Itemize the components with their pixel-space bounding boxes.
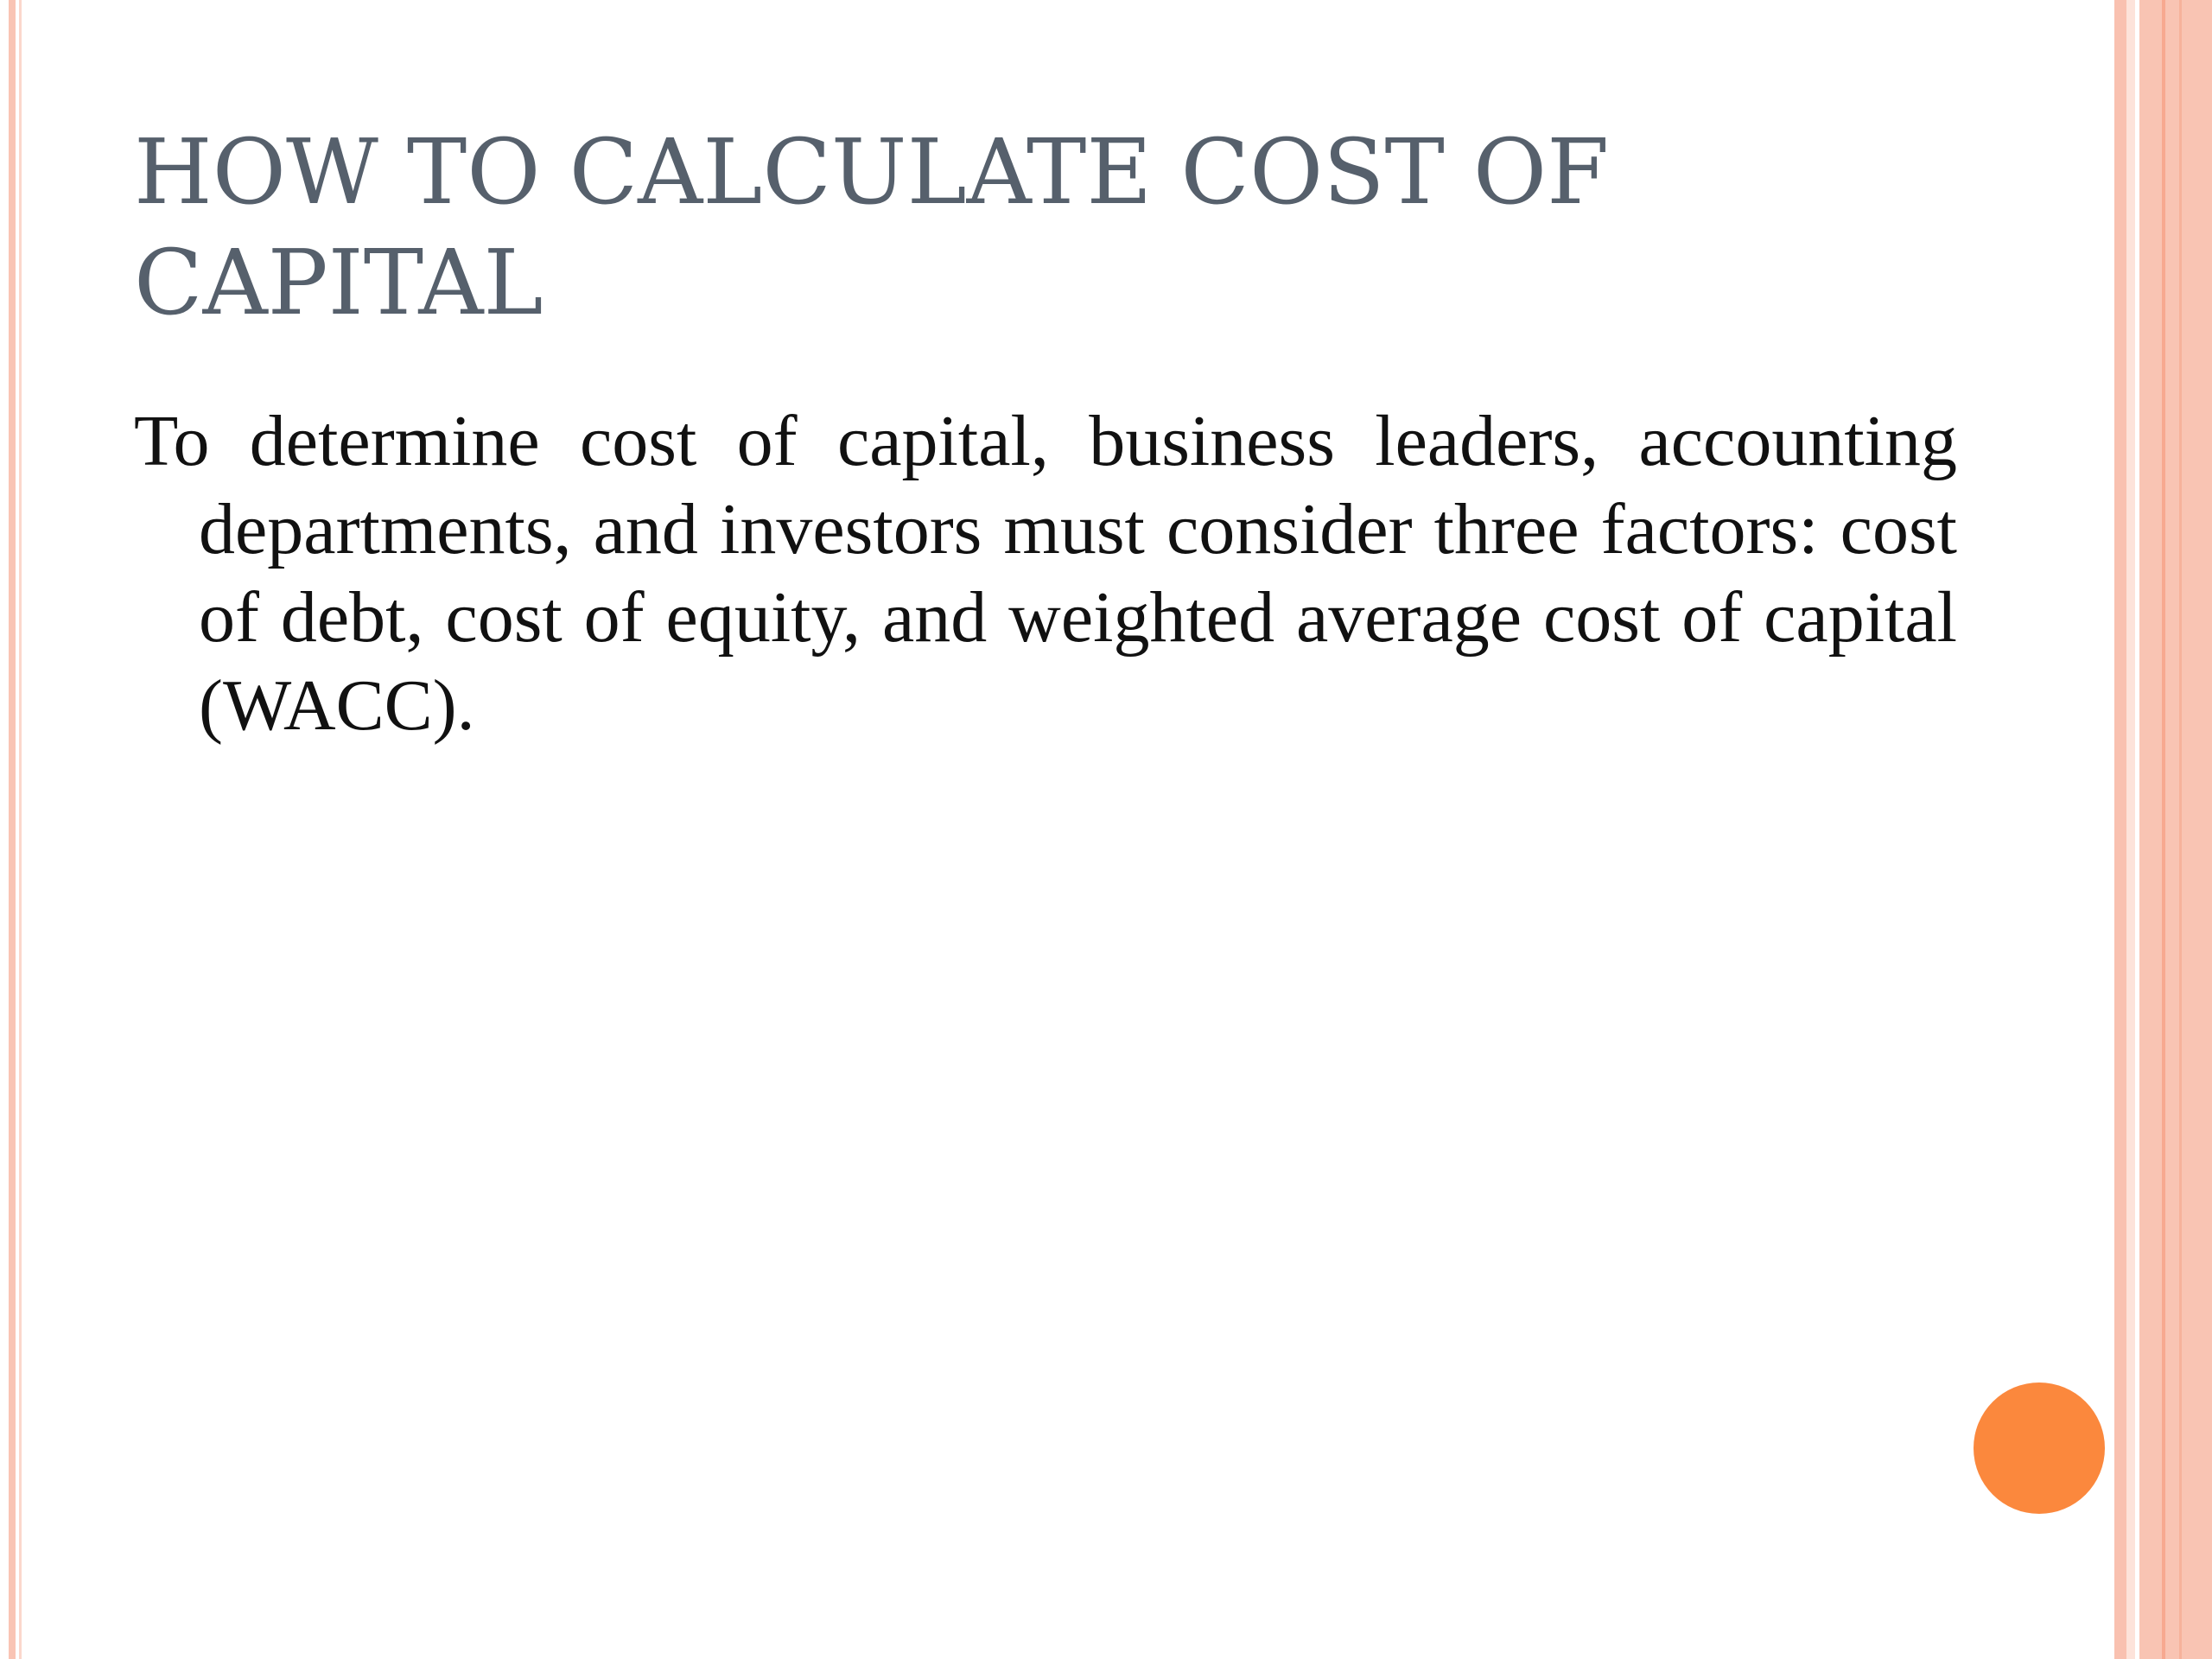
right-border-gap xyxy=(2126,0,2135,1659)
slide-title: HOW TO CALCULATE COST OF CAPITAL xyxy=(134,119,1610,335)
slide-body-text: To determine cost of capital, business leaders, accounting departments, and investors must consider three factors: cost of debt, cost of equity, and weighted average cost of capital (WACC). xyxy=(134,401,1957,746)
decorative-dot xyxy=(1974,1382,2105,1514)
right-border-line-2 xyxy=(2179,0,2182,1659)
left-border-stripe xyxy=(9,0,16,1659)
right-border-band xyxy=(2139,0,2212,1659)
right-border-stripe xyxy=(2114,0,2126,1659)
right-border-line xyxy=(2162,0,2165,1659)
left-border-stripe-inner xyxy=(19,0,22,1659)
